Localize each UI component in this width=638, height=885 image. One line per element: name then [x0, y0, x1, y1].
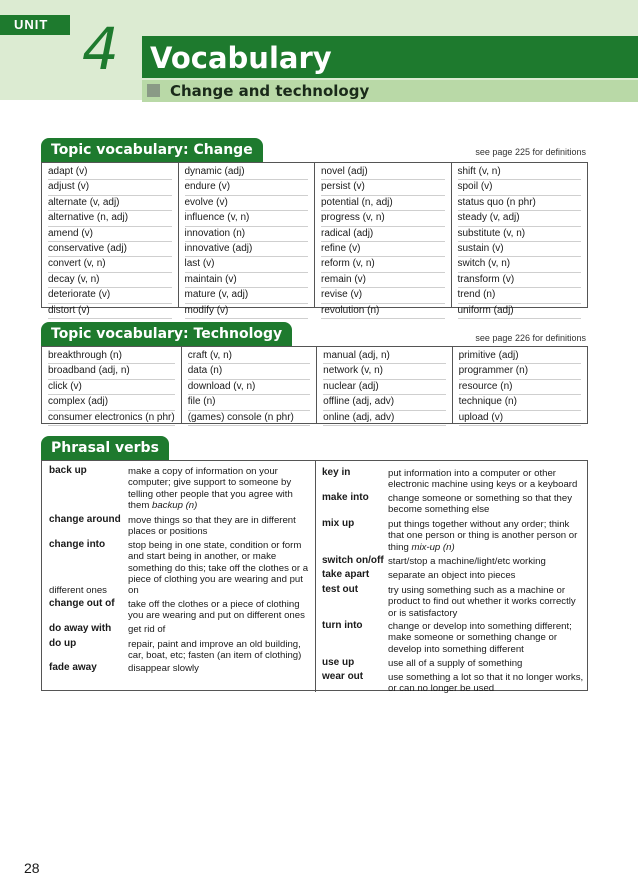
phrasal-definition: change someone or something so that they become something else	[388, 493, 572, 516]
change-heading: Topic vocabulary: Change	[41, 138, 263, 162]
phrasal-term: change around	[49, 514, 121, 525]
vocab-item: conservative (adj)	[48, 242, 172, 257]
unit-number: 4	[82, 15, 119, 83]
vocab-item: steady (v, adj)	[458, 211, 582, 226]
phrasal-definition: repair, paint and improve an old building, car, boat, etc; fasten (an item of clothing)	[128, 639, 302, 662]
vocab-item: craft (v, n)	[188, 349, 310, 364]
phrasal-definition: use something a lot so that it no longer works, or can no longer be used	[388, 672, 584, 695]
vocab-item: shift (v, n)	[458, 165, 582, 180]
phrasal-term: fade away	[49, 662, 97, 673]
vocab-item: transform (v)	[458, 273, 582, 288]
vocab-item: last (v)	[185, 257, 309, 272]
vocab-item: potential (n, adj)	[321, 196, 445, 211]
vocab-item: innovative (adj)	[185, 242, 309, 257]
change-col-1	[42, 163, 179, 316]
vocab-item: download (v, n)	[188, 380, 310, 395]
vocab-item: alternative (n, adj)	[48, 211, 172, 226]
technology-col-4	[453, 347, 587, 423]
vocab-item: click (v)	[48, 380, 175, 395]
column-divider	[315, 461, 316, 692]
vocab-item: distort (v)	[48, 304, 172, 319]
vocab-item: primitive (adj)	[459, 349, 581, 364]
phrasal-term: test out	[322, 584, 359, 595]
technology-see-page: see page 226 for definitions	[475, 333, 586, 343]
vocab-item: decay (v, n)	[48, 273, 172, 288]
technology-col-3	[317, 347, 452, 423]
phrasal-term: use up	[322, 657, 355, 668]
phrasal-definition: take off the clothes or a piece of clothing you are wearing and put on different ones	[128, 599, 305, 622]
vocab-item: substitute (v, n)	[458, 227, 582, 242]
vocab-item: status quo (n phr)	[458, 196, 582, 211]
phrasal-heading: Phrasal verbs	[41, 436, 169, 460]
square-bullet-icon	[147, 84, 160, 97]
vocab-item: innovation (n)	[185, 227, 309, 242]
vocab-item: adapt (v)	[48, 165, 172, 180]
technology-vocab-table	[41, 346, 588, 424]
vocab-item: revise (v)	[321, 288, 445, 303]
vocab-item: consumer electronics (n phr)	[48, 411, 175, 426]
phrasal-term: make into	[322, 492, 369, 503]
phrasal-term: mix up	[322, 518, 355, 529]
vocab-item: novel (adj)	[321, 165, 445, 180]
phrasal-definition: move things so that they are in different places or positions	[128, 515, 296, 538]
phrasal-definition: disappear slowly	[128, 663, 199, 674]
vocab-item: refine (v)	[321, 242, 445, 257]
phrasal-term: do up	[49, 638, 77, 649]
vocab-item: revolution (n)	[321, 304, 445, 319]
page-number: 28	[24, 860, 40, 876]
phrasal-definition: start/stop a machine/light/etc working	[388, 556, 546, 567]
vocab-item: breakthrough (n)	[48, 349, 175, 364]
change-col-4	[452, 163, 588, 316]
phrasal-continuation: different ones	[49, 585, 107, 596]
vocab-item: (games) console (n phr)	[188, 411, 310, 426]
vocab-item: data (n)	[188, 364, 310, 379]
vocab-item: deteriorate (v)	[48, 288, 172, 303]
vocab-item: switch (v, n)	[458, 257, 582, 272]
technology-col-2	[182, 347, 317, 423]
vocab-item: file (n)	[188, 395, 310, 410]
change-col-3	[315, 163, 452, 316]
phrasal-term: back up	[49, 465, 87, 476]
vocab-item: programmer (n)	[459, 364, 581, 379]
phrasal-definition: use all of a supply of something	[388, 658, 523, 669]
phrasal-definition: separate an object into pieces	[388, 570, 516, 581]
vocab-item: maintain (v)	[185, 273, 309, 288]
phrasal-definition: change or develop into something different; make someone or something change or develop into something different	[388, 621, 572, 655]
vocab-item: offline (adj, adv)	[323, 395, 445, 410]
vocab-item: influence (v, n)	[185, 211, 309, 226]
vocab-item: remain (v)	[321, 273, 445, 288]
vocab-item: manual (adj, n)	[323, 349, 445, 364]
vocab-item: adjust (v)	[48, 180, 172, 195]
phrasal-term: take apart	[322, 569, 370, 580]
vocab-item: spoil (v)	[458, 180, 582, 195]
vocab-item: trend (n)	[458, 288, 582, 303]
vocab-item: progress (v, n)	[321, 211, 445, 226]
vocab-item: alternate (v, adj)	[48, 196, 172, 211]
page-title: Vocabulary	[150, 41, 332, 75]
vocab-item: dynamic (adj)	[185, 165, 309, 180]
phrasal-definition: get rid of	[128, 624, 166, 635]
vocab-item: mature (v, adj)	[185, 288, 309, 303]
phrasal-term: switch on/off	[322, 555, 384, 566]
technology-col-1	[42, 347, 182, 423]
phrasal-term: turn into	[322, 620, 363, 631]
change-vocab-table	[41, 162, 588, 316]
change-see-page: see page 225 for definitions	[475, 147, 586, 157]
vocab-item: modify (v)	[185, 304, 309, 319]
vocab-item: convert (v, n)	[48, 257, 172, 272]
change-col-2	[179, 163, 316, 316]
unit-label: UNIT	[0, 15, 70, 35]
phrasal-term: change out of	[49, 598, 115, 609]
vocab-item: upload (v)	[459, 411, 581, 426]
vocab-item: broadband (adj, n)	[48, 364, 175, 379]
vocab-item: nuclear (adj)	[323, 380, 445, 395]
phrasal-term: key in	[322, 467, 351, 478]
page-subtitle: Change and technology	[170, 82, 370, 100]
phrasal-definition: stop being in one state, condition or form and start being in another, or make something do this; take off the clothes or a piece of clothing you are wearing and put on	[128, 540, 309, 597]
vocab-item: reform (v, n)	[321, 257, 445, 272]
vocab-item: online (adj, adv)	[323, 411, 445, 426]
phrasal-term: wear out	[322, 671, 364, 682]
phrasal-definition: make a copy of information on your computer; give support to someone by telling other people that you agree with them backup (n)	[128, 466, 293, 511]
phrasal-definition: try using something such as a machine or product to find out whether it works correctly or is satisfactory	[388, 585, 576, 619]
phrasal-term: do away with	[49, 623, 112, 634]
vocab-item: resource (n)	[459, 380, 581, 395]
vocab-item: uniform (adj)	[458, 304, 582, 319]
phrasal-definition: put information into a computer or other electronic machine using keys or a keyboard	[388, 468, 578, 491]
technology-heading: Topic vocabulary: Technology	[41, 322, 292, 346]
vocab-item: persist (v)	[321, 180, 445, 195]
vocab-item: endure (v)	[185, 180, 309, 195]
phrasal-term: change into	[49, 539, 106, 550]
vocab-item: amend (v)	[48, 227, 172, 242]
vocab-item: technique (n)	[459, 395, 581, 410]
phrasal-verbs-table	[41, 460, 588, 695]
vocab-item: evolve (v)	[185, 196, 309, 211]
vocab-item: radical (adj)	[321, 227, 445, 242]
vocab-item: sustain (v)	[458, 242, 582, 257]
phrasal-definition: put things together without any order; think that one person or thing is another person or thing mix-up (n)	[388, 519, 578, 553]
vocab-item: complex (adj)	[48, 395, 175, 410]
vocab-item: network (v, n)	[323, 364, 445, 379]
